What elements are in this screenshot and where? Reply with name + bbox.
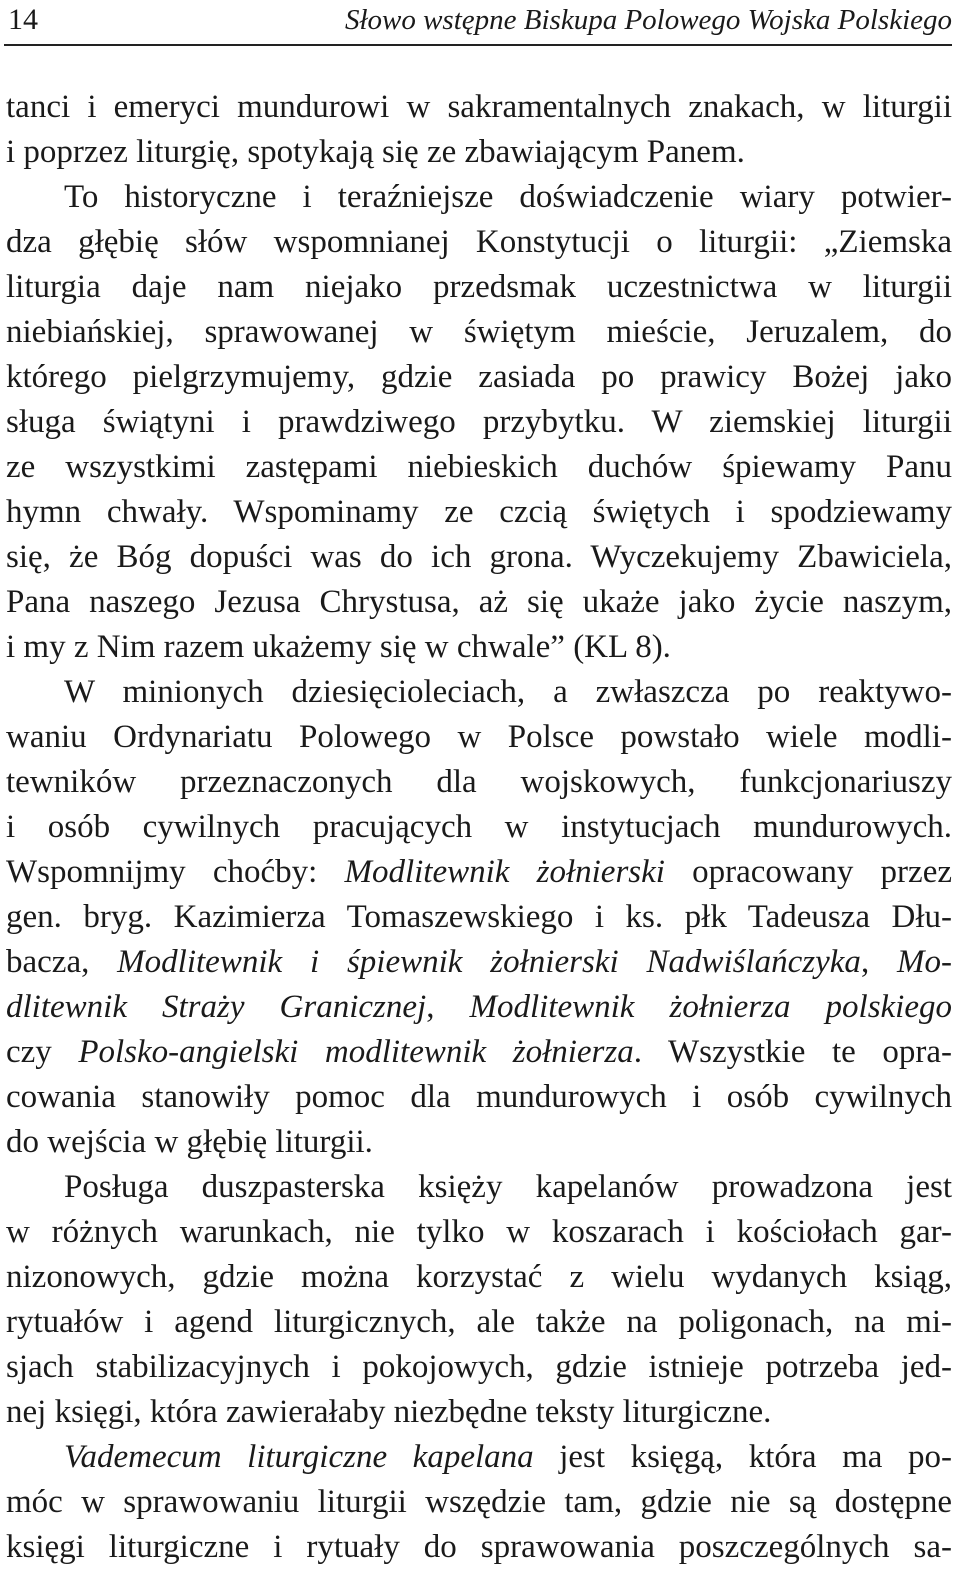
running-title: Słowo wstępne Biskupa Polowego Wojska Polskiego: [344, 4, 952, 36]
text-line: [6, 1075, 952, 1120]
text-line: [6, 850, 952, 895]
page-header: [0, 0, 960, 44]
body-text: [6, 85, 952, 1570]
text-line: [6, 1480, 952, 1525]
text-span: Posługa duszpasterska księży kapelanów prowadzona jest: [64, 1169, 952, 1205]
text-line: [6, 85, 952, 130]
text-line: [6, 580, 952, 625]
italic-title-span: Modlitewnik żołnierski: [344, 854, 665, 890]
text-span: móc w sprawowaniu liturgii wszędzie tam, gdzie nie są dostępne: [6, 1484, 952, 1520]
page-number: 14: [8, 3, 38, 36]
italic-title-span: Vademecum liturgiczne kapelana: [64, 1439, 534, 1475]
text-span: ze wszystkimi zastępami niebieskich duchów śpiewamy Panu: [6, 449, 952, 485]
text-line: [6, 535, 952, 580]
text-span: niebiańskiej, sprawowanej w świętym mieście, Jeruzalem, do: [6, 314, 952, 350]
text-span: bacza,: [6, 944, 118, 980]
text-line: [6, 760, 952, 805]
text-line: [6, 985, 952, 1030]
text-span: do wejścia w głębię liturgii.: [6, 1124, 373, 1160]
text-line: [6, 220, 952, 265]
text-line: [6, 310, 952, 355]
text-line: [6, 265, 952, 310]
text-span: tewników przeznaczonych dla wojskowych, funkcjonariuszy: [6, 764, 952, 800]
text-span: w różnych warunkach, nie tylko w koszarach i kościołach gar-: [6, 1214, 952, 1250]
text-line: [6, 400, 952, 445]
text-span: hymn chwały. Wspominamy ze czcią świętych i spodziewamy: [6, 494, 952, 530]
text-line: [6, 1255, 952, 1300]
text-span: którego pielgrzymujemy, gdzie zasiada po prawicy Bożej jako: [6, 359, 952, 395]
text-line: [6, 1525, 952, 1570]
text-span: się, że Bóg dopuści was do ich grona. Wyczekujemy Zbawiciela,: [6, 539, 952, 575]
text-line: [6, 1435, 952, 1480]
italic-title-span: dlitewnik Straży Granicznej: [6, 989, 427, 1025]
text-span: nej księgi, która zawierałaby niezbędne teksty liturgiczne.: [6, 1394, 772, 1430]
text-span: liturgia daje nam niejako przedsmak uczestnictwa w liturgii: [6, 269, 952, 305]
text-line: [6, 1120, 952, 1165]
text-span: cowania stanowiły pomoc dla mundurowych i osób cywilnych: [6, 1079, 952, 1115]
text-line: [6, 1030, 952, 1075]
text-span: księgi liturgiczne i rytuały do sprawowania poszczególnych sa-: [6, 1529, 952, 1565]
text-span: i my z Nim razem ukażemy się w chwale” (KL 8).: [6, 629, 671, 665]
text-span: To historyczne i teraźniejsze doświadczenie wiary potwier-: [64, 179, 952, 215]
text-span: jest księgą, która ma po-: [533, 1439, 952, 1475]
text-span: waniu Ordynariatu Polowego w Polsce powstało wiele modli-: [6, 719, 952, 755]
text-span: czy: [6, 1034, 79, 1070]
italic-title-span: Polsko-angielski modlitewnik żołnierza: [78, 1034, 634, 1070]
text-span: rytuałów i agend liturgicznych, ale także na poligonach, na mi-: [6, 1304, 952, 1340]
text-span: sługa świątyni i prawdziwego przybytku. W ziemskiej liturgii: [6, 404, 952, 440]
text-span: gen. bryg. Kazimierza Tomaszewskiego i ks. płk Tadeusza Dłu-: [6, 899, 952, 935]
text-span: dza głębię słów wspomnianej Konstytucji o liturgii: „Ziemska: [6, 224, 952, 260]
text-line: [6, 715, 952, 760]
text-line: [6, 1210, 952, 1255]
text-span: Pana naszego Jezusa Chrystusa, aż się ukaże jako życie naszym,: [6, 584, 952, 620]
text-line: [6, 175, 952, 220]
text-line: [6, 625, 952, 670]
text-line: [6, 1300, 952, 1345]
text-span: ,: [860, 944, 898, 980]
text-line: [6, 670, 952, 715]
text-line: [6, 355, 952, 400]
text-line: [6, 445, 952, 490]
italic-title-span: Mo-: [897, 944, 953, 980]
text-span: ,: [426, 989, 470, 1025]
text-line: [6, 1165, 952, 1210]
text-span: opracowany przez: [664, 854, 952, 890]
text-line: [6, 805, 952, 850]
text-span: W minionych dziesięcioleciach, a zwłaszcza po reaktywo-: [64, 674, 952, 710]
text-line: [6, 895, 952, 940]
text-span: nizonowych, gdzie można korzystać z wielu wydanych ksiąg,: [6, 1259, 952, 1295]
italic-title-span: Modlitewnik i śpiewnik żołnierski Nadwiślańczyka: [117, 944, 861, 980]
text-line: [6, 130, 952, 175]
text-span: . Wszystkie te opra-: [633, 1034, 952, 1070]
italic-title-span: Modlitewnik żołnierza polskiego: [469, 989, 952, 1025]
text-span: i poprzez liturgię, spotykają się ze zbawiającym Panem.: [6, 134, 745, 170]
text-span: sjach stabilizacyjnych i pokojowych, gdzie istnieje potrzeba jed-: [6, 1349, 952, 1385]
text-line: [6, 490, 952, 535]
header-rule: [4, 44, 952, 46]
text-line: [6, 1345, 952, 1390]
text-span: tanci i emeryci mundurowi w sakramentalnych znakach, w liturgii: [6, 89, 952, 125]
text-span: Wspomnijmy choćby:: [6, 854, 345, 890]
text-span: i osób cywilnych pracujących w instytucjach mundurowych.: [6, 809, 952, 845]
text-line: [6, 1390, 952, 1435]
text-line: [6, 940, 952, 985]
